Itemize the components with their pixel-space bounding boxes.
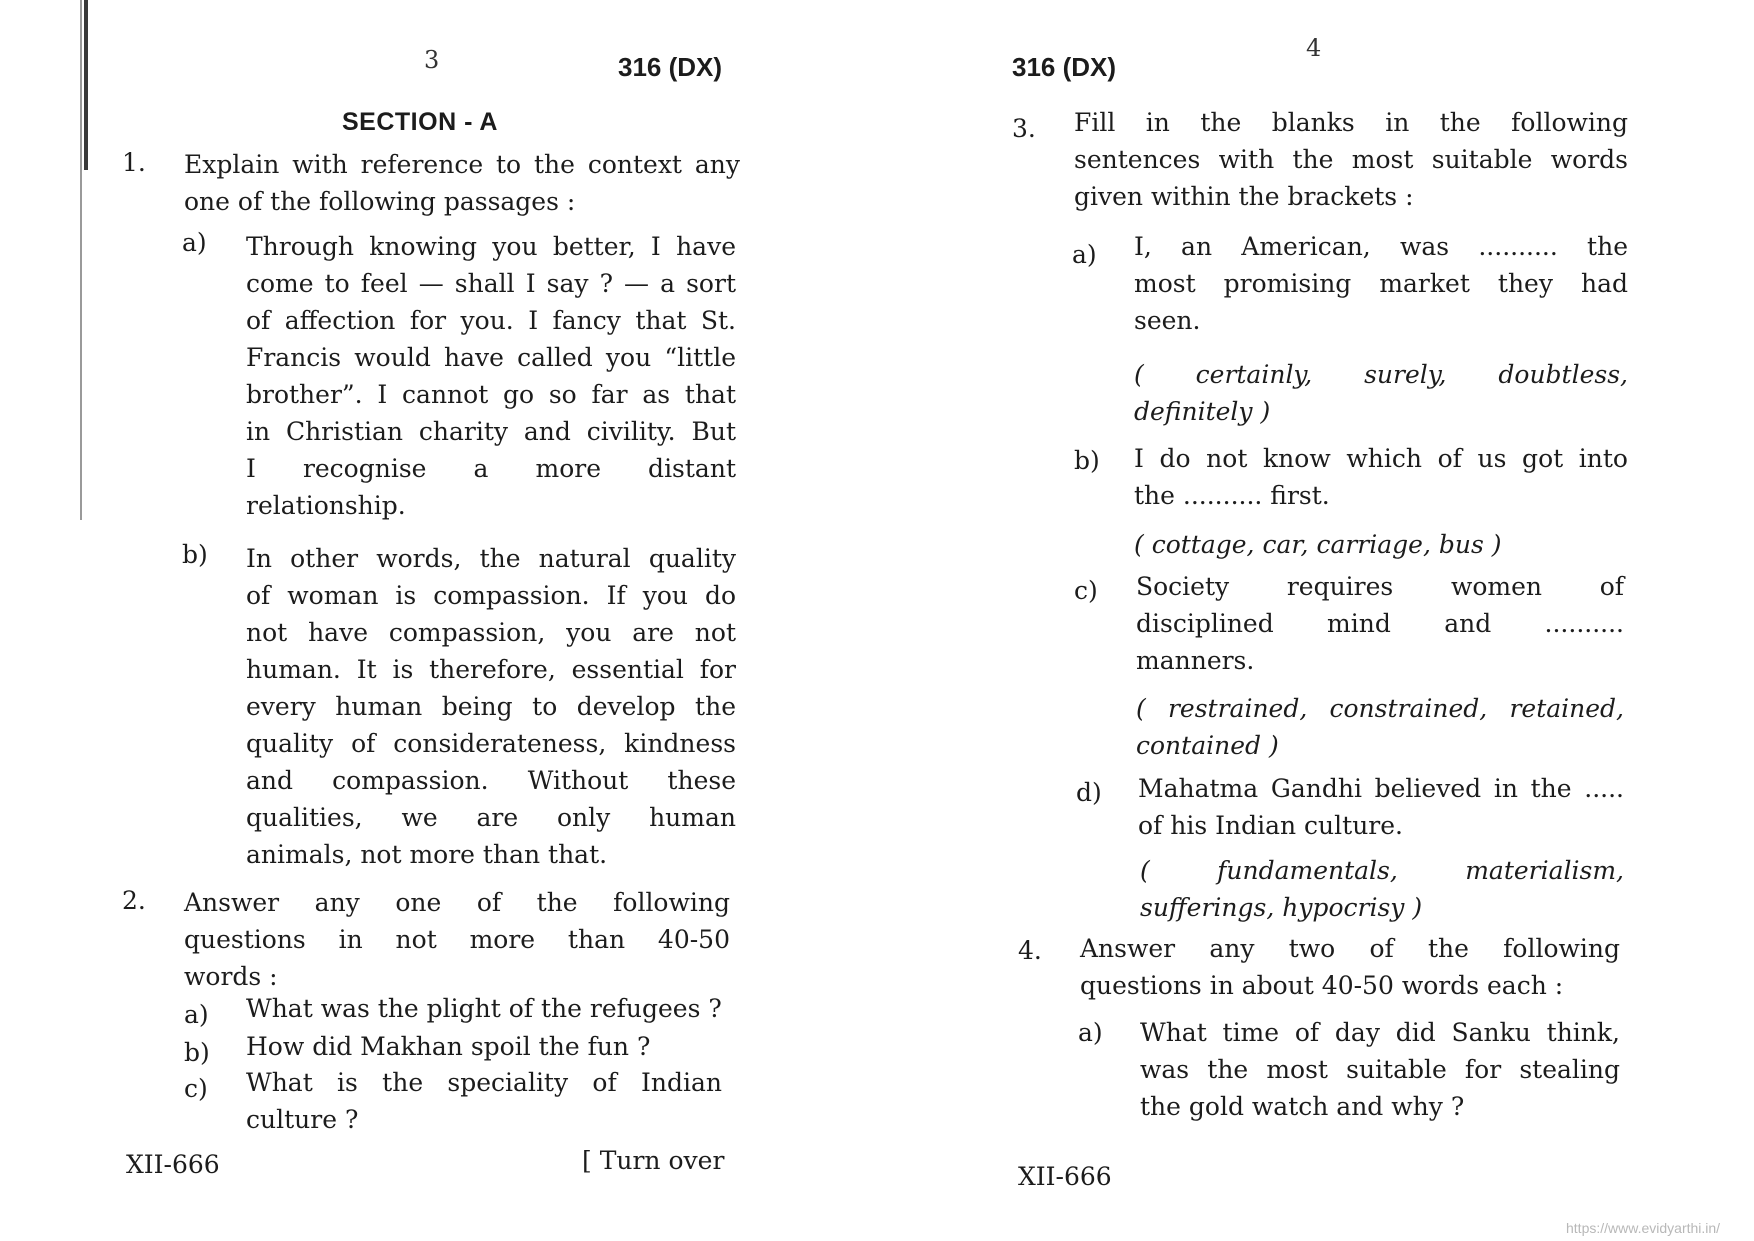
q3a-text: [1134, 228, 1628, 339]
q3c-options: [1136, 690, 1624, 764]
right-paper-code: 316 (DX): [1012, 52, 1117, 82]
q1b-line: human. It is therefore, essential for: [246, 655, 736, 684]
page-binding-edge: [80, 0, 82, 520]
q2b-text: [246, 1028, 736, 1065]
q3b-option-line: ( cottage, car, carriage, bus ): [1134, 530, 1502, 559]
q3a-option-line: definitely ): [1134, 397, 1271, 426]
q2b-line: How did Makhan spoil the fun ?: [246, 1032, 651, 1061]
q3-line: given within the brackets :: [1074, 182, 1414, 211]
q1a-line: relationship.: [246, 491, 406, 520]
q1a-line: I recognise a more distant: [246, 454, 736, 483]
q2a-text: [246, 990, 736, 1027]
q3b-line: the .......... first.: [1134, 481, 1330, 510]
q1a-line: of affection for you. I fancy that St.: [246, 306, 736, 335]
page-binding-shadow: [84, 0, 88, 170]
q3-number: 3.: [1012, 114, 1036, 143]
q1-number: 1.: [122, 148, 146, 177]
q1a-line: in Christian charity and civility. But: [246, 417, 736, 446]
q3d-option-line: sufferings, hypocrisy ): [1140, 893, 1423, 922]
website-watermark: https://www.evidyarthi.in/: [1566, 1220, 1721, 1236]
q4a-line: was the most suitable for stealing: [1140, 1055, 1620, 1084]
q2-question: [184, 884, 730, 995]
q2a-label: a): [184, 1000, 209, 1029]
q3-question: [1074, 104, 1628, 215]
q1a-label: a): [182, 228, 207, 257]
q3d-option-line: ( fundamentals, materialism,: [1140, 856, 1624, 885]
q3a-line: seen.: [1134, 306, 1201, 335]
q1b-line: In other words, the natural quality: [246, 544, 736, 573]
q3c-option-line: contained ): [1136, 731, 1279, 760]
q3b-label: b): [1074, 446, 1100, 475]
q1b-line: and compassion. Without these: [246, 766, 736, 795]
q4a-line: What time of day did Sanku think,: [1140, 1018, 1620, 1047]
q4a-label: a): [1078, 1018, 1103, 1047]
left-footer-code: XII-666: [126, 1150, 220, 1179]
q1-line: Explain with reference to the context any: [184, 150, 740, 179]
q3a-label: a): [1072, 240, 1097, 269]
q1a-passage: [246, 228, 736, 524]
q2c-line: What is the speciality of Indian: [246, 1068, 722, 1097]
q3d-line: of his Indian culture.: [1138, 811, 1403, 840]
q1b-line: not have compassion, you are not: [246, 618, 736, 647]
q3-line: Fill in the blanks in the following: [1074, 108, 1628, 137]
q2c-label: c): [184, 1074, 208, 1103]
q3b-text: [1134, 440, 1628, 514]
q3d-line: Mahatma Gandhi believed in the .....: [1138, 774, 1624, 803]
q3c-option-line: ( restrained, constrained, retained,: [1136, 694, 1624, 723]
q3c-label: c): [1074, 576, 1098, 605]
q4-line: questions in about 40-50 words each :: [1080, 971, 1564, 1000]
q1b-line: animals, not more than that.: [246, 840, 608, 869]
left-page-number: 3: [424, 46, 440, 74]
q1b-line: every human being to develop the: [246, 692, 736, 721]
q2b-label: b): [184, 1038, 210, 1067]
right-footer-code: XII-666: [1018, 1162, 1112, 1191]
q1b-label: b): [182, 540, 208, 569]
q3b-line: I do not know which of us got into: [1134, 444, 1628, 473]
q3c-line: disciplined mind and ..........: [1136, 609, 1624, 638]
q3-line: sentences with the most suitable words: [1074, 145, 1628, 174]
q3b-options: [1134, 526, 1628, 563]
right-page-number: 4: [1306, 34, 1322, 62]
q1b-line: quality of considerateness, kindness: [246, 729, 736, 758]
q2c-text: [246, 1064, 722, 1138]
q4-question: [1080, 930, 1620, 1004]
q2-line: questions in not more than 40-50: [184, 925, 730, 954]
q3c-text: [1136, 568, 1624, 679]
q2a-line: What was the plight of the refugees ?: [246, 994, 722, 1023]
q1b-passage: [246, 540, 736, 873]
q1b-line: qualities, we are only human: [246, 803, 736, 832]
q3a-options: [1134, 356, 1628, 430]
q1b-line: of woman is compassion. If you do: [246, 581, 736, 610]
q4a-line: the gold watch and why ?: [1140, 1092, 1465, 1121]
q2-line: Answer any one of the following: [184, 888, 730, 917]
q4a-text: [1140, 1014, 1620, 1125]
q3d-label: d): [1076, 778, 1102, 807]
q2c-line: culture ?: [246, 1105, 359, 1134]
q1-question: [184, 146, 740, 220]
q1a-line: come to feel — shall I say ? — a sort: [246, 269, 736, 298]
left-paper-code: 316 (DX): [618, 52, 723, 82]
q1a-line: Through knowing you better, I have: [246, 232, 736, 261]
q2-number: 2.: [122, 886, 146, 915]
q4-line: Answer any two of the following: [1080, 934, 1620, 963]
q1a-line: brother”. I cannot go so far as that: [246, 380, 736, 409]
q1a-line: Francis would have called you “little: [246, 343, 736, 372]
q1-line: one of the following passages :: [184, 187, 576, 216]
q3c-line: Society requires women of: [1136, 572, 1624, 601]
q3c-line: manners.: [1136, 646, 1255, 675]
section-title: SECTION - A: [342, 108, 498, 136]
turn-over-note: [ Turn over: [582, 1146, 725, 1175]
q3a-line: most promising market they had: [1134, 269, 1628, 298]
q3d-text: [1138, 770, 1624, 844]
q4-number: 4.: [1018, 936, 1042, 965]
q3d-options: [1140, 852, 1624, 926]
q2-line: words :: [184, 962, 278, 991]
q3a-option-line: ( certainly, surely, doubtless,: [1134, 360, 1628, 389]
q3a-line: I, an American, was .......... the: [1134, 232, 1628, 261]
